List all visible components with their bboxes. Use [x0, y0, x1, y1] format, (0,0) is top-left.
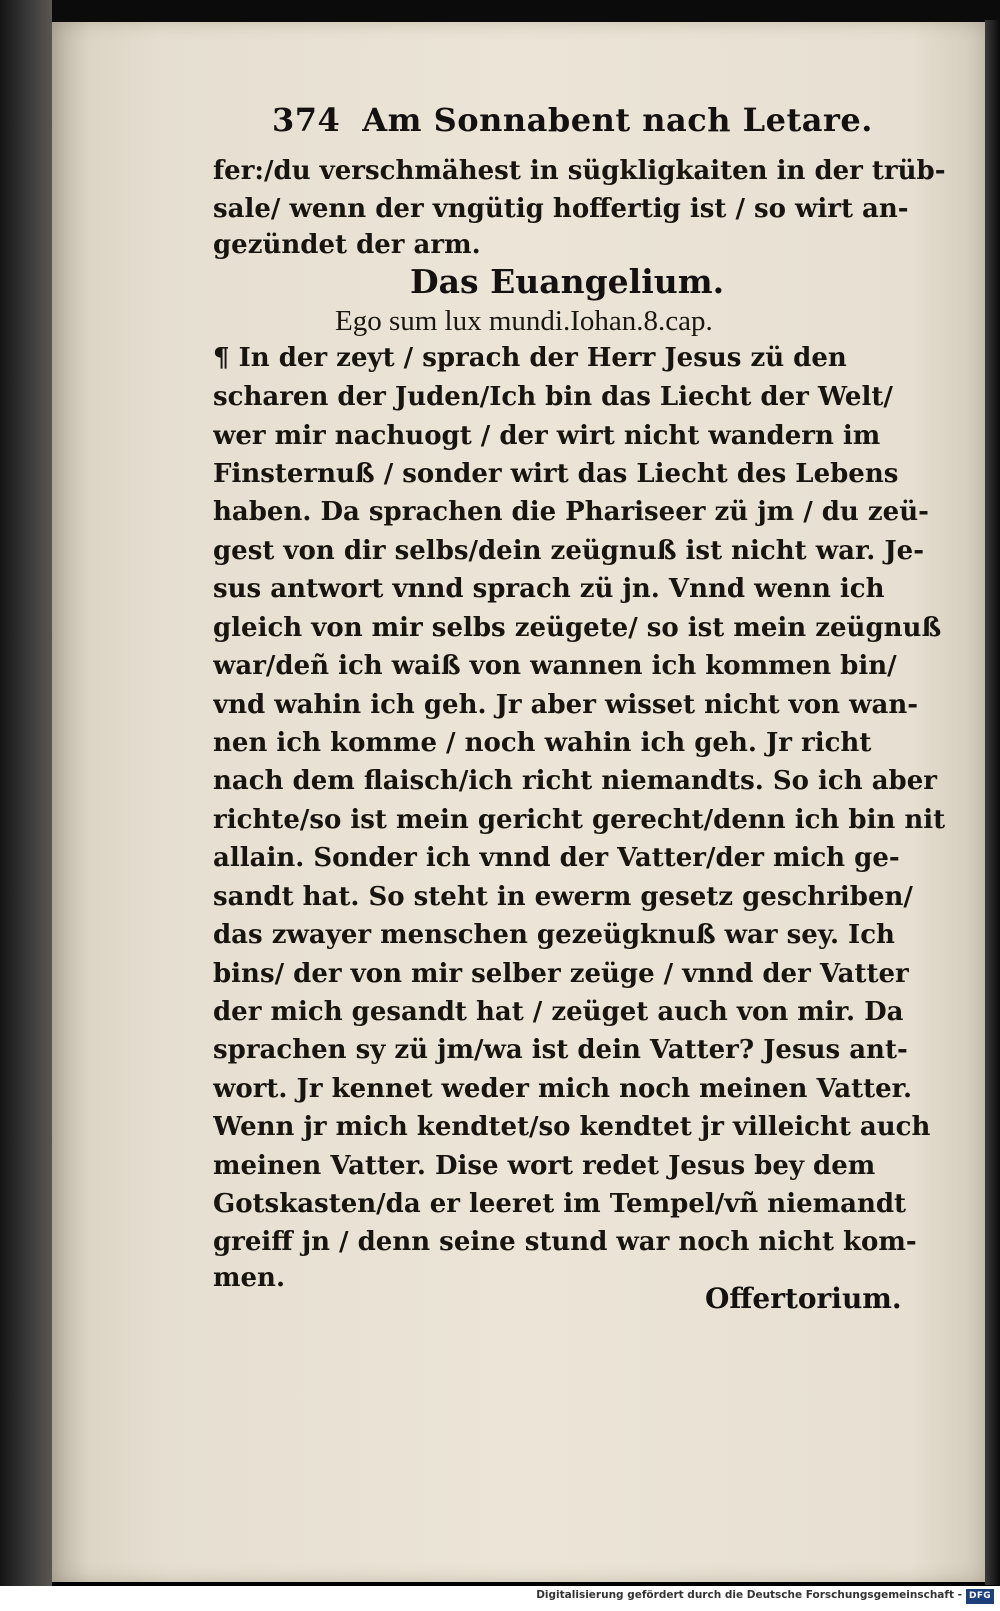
text-line: das zwayer menschen gezeügknuß war sey. Ich	[213, 920, 895, 950]
page-number: 374	[272, 101, 341, 139]
text-line: meinen Vatter. Dise wort redet Jesus bey dem	[213, 1151, 876, 1181]
text-line: gezündet der arm.	[213, 230, 481, 260]
scan-left-edge	[0, 0, 52, 1611]
text-line: sandt hat. So steht in ewerm gesetz geschriben/	[213, 882, 913, 912]
page-header	[272, 101, 952, 145]
dfg-logo: DFG	[966, 1589, 994, 1604]
text-line: Wenn jr mich kendtet/so kendtet jr villeicht auch	[213, 1112, 931, 1142]
catchword: Offertorium.	[705, 1282, 902, 1315]
section-subheading: Ego sum lux mundi.Iohan.8.cap.	[335, 305, 713, 337]
text-line: wer mir nachuogt / der wirt nicht wandern im	[213, 421, 881, 451]
text-line: wort. Jr kennet weder mich noch meinen Vatter.	[213, 1074, 913, 1104]
text-line: nach dem flaisch/ich richt niemandts. So ich aber	[213, 766, 937, 796]
text-line: vnd wahin ich geh. Jr aber wisset nicht von wan-	[213, 690, 919, 720]
scan-top-edge	[0, 0, 1000, 22]
text-line: sale/ wenn der vngütig hoffertig ist / so wirt an-	[213, 194, 909, 224]
text-line: allain. Sonder ich vnnd der Vatter/der mich ge-	[213, 843, 900, 873]
text-line: sprachen sy zü jm/wa ist dein Vatter? Jesus ant-	[213, 1035, 908, 1065]
section-heading: Das Euangelium.	[410, 262, 725, 301]
text-line: gest von dir selbs/dein zeügnuß ist nicht war. Je-	[213, 536, 924, 566]
text-line: Gotskasten/da er leeret im Tempel/vñ niemandt	[213, 1189, 907, 1219]
text-line: war/deñ ich waiß von wannen ich kommen bin/	[213, 651, 897, 681]
text-line: sus antwort vnnd sprach zü jn. Vnnd wenn ich	[213, 574, 885, 604]
text-line: der mich gesandt hat / zeüget auch von mir. Da	[213, 997, 904, 1027]
running-title: Am Sonnabent nach Letare.	[362, 101, 873, 139]
text-line: bins/ der von mir selber zeüge / vnnd der Vatter	[213, 959, 909, 989]
funding-credit: Digitalisierung gefördert durch die Deutsche Forschungsgemeinschaft -	[536, 1589, 962, 1601]
text-line: richte/so ist mein gericht gerecht/denn ich bin nit	[213, 805, 946, 835]
text-line: men.	[213, 1263, 286, 1293]
footer-bar	[0, 1586, 1000, 1611]
text-line: gleich von mir selbs zeügete/ so ist mein zeügnuß	[213, 613, 942, 643]
text-line: greiff jn / denn seine stund war noch nicht kom-	[213, 1227, 917, 1257]
text-line: haben. Da sprachen die Phariseer zü jm / du zeü-	[213, 497, 929, 527]
scan-right-edge	[985, 20, 1000, 1585]
text-line: fer:/du verschmähest in sügkligkaiten in der trüb-	[213, 156, 946, 186]
text-line: ¶ In der zeyt / sprach der Herr Jesus zü den	[213, 343, 847, 373]
text-line: nen ich komme / noch wahin ich geh. Jr richt	[213, 728, 872, 758]
text-line: Finsternuß / sonder wirt das Liecht des Lebens	[213, 459, 899, 489]
text-line: scharen der Juden/Ich bin das Liecht der Welt/	[213, 382, 893, 412]
